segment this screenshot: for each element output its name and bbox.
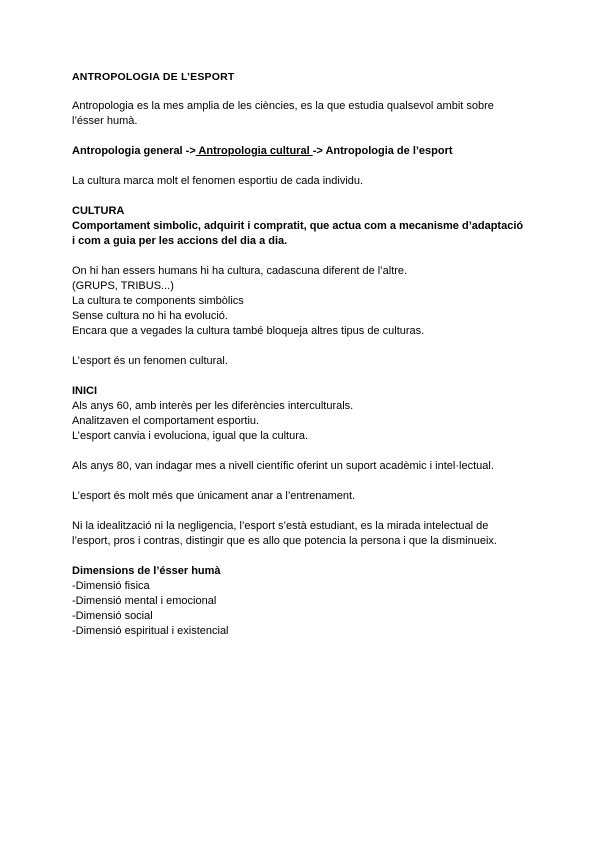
culture-statement: La cultura marca molt el fenomen esportiu de cada individu. bbox=[72, 175, 364, 187]
dimension-item: -Dimensió fisica bbox=[72, 580, 150, 592]
cultura-definition-line-2: i com a guia per les accions del dia a dia. bbox=[72, 235, 288, 247]
dimension-item: -Dimensió espiritual i existencial bbox=[72, 625, 229, 637]
cultura-line-4: Sense cultura no hi ha evolució. bbox=[72, 310, 228, 322]
anys-80-line: Als anys 80, van indagar mes a nivell científic oferint un suport acadèmic i intel·lectual. bbox=[72, 460, 494, 472]
cultura-heading: CULTURA bbox=[72, 205, 125, 217]
idealitzacio-line-1: Ni la idealització ni la negligencia, l’esport s’està estudiant, es la mirada intelectual de bbox=[72, 520, 489, 532]
document-page bbox=[72, 70, 542, 639]
cultura-line-5: Encara que a vegades la cultura també bloqueja altres tipus de culturas. bbox=[72, 325, 425, 337]
cultura-line-1: On hi han essers humans hi ha cultura, cadascuna diferent de l’altre. bbox=[72, 265, 408, 277]
inici-line-3: L’esport canvia i evoluciona, igual que la cultura. bbox=[72, 430, 309, 442]
esport-cultural-statement: L’esport és un fenomen cultural. bbox=[72, 355, 228, 367]
dimension-item: -Dimensió social bbox=[72, 610, 153, 622]
intro-line-2: l’ésser humà. bbox=[72, 115, 138, 127]
dimension-item: -Dimensió mental i emocional bbox=[72, 595, 217, 607]
inici-line-2: Analitzaven el comportament esportiu. bbox=[72, 415, 260, 427]
dimensions-heading: Dimensions de l’ésser humà bbox=[72, 565, 221, 577]
inici-line-1: Als anys 60, amb interès per les diferències interculturals. bbox=[72, 400, 354, 412]
chain-part-esport: -> Antropologia de l’esport bbox=[312, 145, 453, 157]
idealitzacio-line-2: l’esport, pros i contras, distingir que es allo que potencia la persona i que la disminueix. bbox=[72, 535, 497, 547]
cultura-line-2: (GRUPS, TRIBUS...) bbox=[72, 280, 174, 292]
entrenament-line: L’esport és molt més que únicament anar a l’entrenament. bbox=[72, 490, 356, 502]
inici-heading: INICI bbox=[72, 385, 98, 397]
cultura-line-3: La cultura te components simbòlics bbox=[72, 295, 244, 307]
chain-part-cultural: Antropologia cultural bbox=[195, 145, 313, 157]
intro-line-1: Antropologia es la mes amplia de les ciències, es la que estudia qualsevol ambit sobre bbox=[72, 100, 494, 112]
document-title: ANTROPOLOGIA DE L’ESPORT bbox=[72, 71, 235, 83]
cultura-definition-line-1: Comportament simbolic, adquirit i compratit, que actua com a mecanisme d’adaptació bbox=[72, 220, 524, 232]
chain-part-general: Antropologia general -> bbox=[72, 145, 196, 157]
anthropology-chain bbox=[72, 144, 542, 159]
